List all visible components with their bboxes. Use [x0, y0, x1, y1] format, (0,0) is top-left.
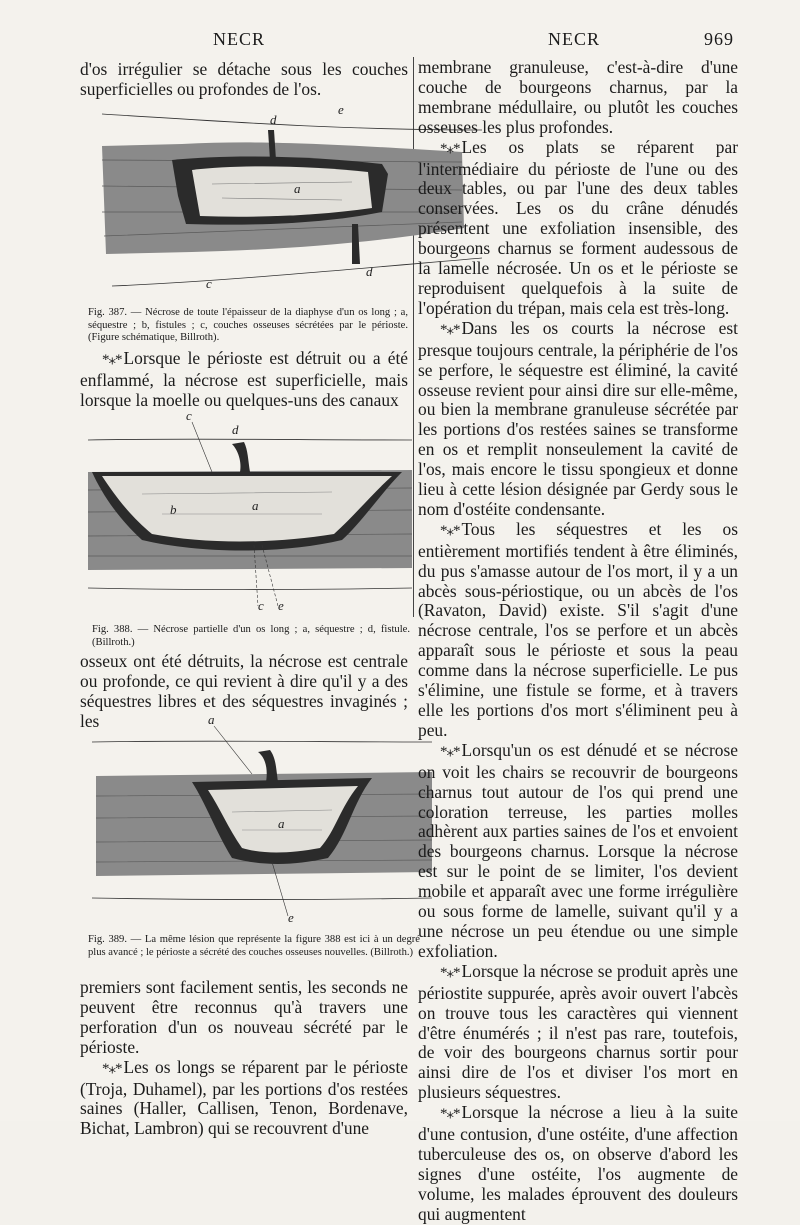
fig388-label-b: b	[170, 502, 177, 517]
fig387-label-d-top: d	[270, 112, 277, 127]
running-head-left: NECR	[213, 29, 266, 49]
left-column-block-1	[80, 349, 408, 411]
fig388-label-a: a	[252, 498, 259, 513]
asterism-mark: *⁎*	[440, 1106, 460, 1123]
right-paragraph-7: *⁎* Lorsque la nécrose a lieu à la suite d'une contusion, d'une ostéite, d'une affection tuberculeuse des os, on observe d'abord les signes d'une ostéite, l'os augmente de volume, les malades éprouvent des douleurs qui augmentent	[418, 1102, 738, 1224]
fig387-label-d-bottom: d	[366, 264, 373, 279]
fig389-label-a-top: a	[208, 712, 215, 727]
right-paragraph-3: *⁎* Dans les os courts la nécrose est presque toujours centrale, la périphérie de l'os se perfore, le séquestre est éliminé, la cavité osseuse revient pour ainsi dire sur elle-même, ou bien la membrane granuleuse sécrétée par les portions d'os restées saines se transforme en os et remplit nonseulement la cavité de l'os, mais encore le tissu spongieux et donne lieu à cette lésion désignée par Gerdy sous le nom d'ostéite condensante.	[418, 317, 738, 519]
right-column	[418, 58, 738, 1225]
figure-388-caption: Fig. 388. — Nécrose partielle d'un os long ; a, séquestre ; d, fistule. (Billroth.)	[92, 624, 410, 648]
figure-387-caption: Fig. 387. — Nécrose de toute l'épaisseur de la diaphyse d'un os long ; a, séquestre ; b, fistules ; c, couches osseuses sécrétées par le périoste. (Figure schématique, Billroth).	[88, 307, 408, 343]
left-paragraph-4: *⁎* Les os longs se réparent par le périoste (Troja, Duhamel), par les portions d'os restées saines (Haller, Callisen, Tenon, Bordenave, Bichat, Lambron) qui se recouvrent d'une	[80, 1056, 408, 1139]
right-paragraph-2: *⁎* Les os plats se réparent par l'intermédiaire du périoste de l'une ou des deux tables, ou par l'une des deux tables conservées. Les os du crâne dénudés présentent une exfoliation insensible, des bourgeons charnus se forment audessous de la lamelle nécrosée. Un os et le périoste se reproduisent quelquefois à la suite de l'opération du trépan, mais cela est très-long.	[418, 136, 738, 318]
running-head-center: NECR	[548, 29, 601, 49]
fig389-label-e: e	[288, 910, 294, 924]
left-paragraph-2: osseux ont été détruits, la nécrose est centrale ou profonde, ce qui revient à dire qu'il y a des séquestres libres et des séquestres invaginés ; les	[80, 651, 408, 731]
page-number: 969	[704, 29, 734, 49]
figure-389-caption: Fig. 389. — La même lésion que représente la figure 388 est ici à un degré plus avancé ; le périoste a sécrété des couches osseuses nouvelles. (Billroth.)	[88, 934, 420, 958]
right-paragraph-5: *⁎* Lorsqu'un os est dénudé et se nécrose on voit les chairs se recouvrir de bourgeons charnus tout autour de l'os qui prend une coloration terreuse, les parties molles adhèrent aux parties saines de l'os et envoient des bourgeons charnus. Lorsque la nécrose est sur le point de se limiter, l'os devient mobile et apparaît avec une forme irrégulière ou sous forme de lamelle, suivant qu'il y a une nécrose un peu étendue ou une simple exfoliation.	[418, 739, 738, 961]
figure-388	[82, 410, 412, 620]
asterism-mark: *⁎*	[102, 1060, 122, 1077]
asterism-mark: *⁎*	[440, 140, 460, 157]
left-column-intro	[80, 60, 408, 100]
fig388-label-e: e	[278, 598, 284, 613]
right-paragraph-6: *⁎* Lorsque la nécrose se produit après une périostite suppurée, après avoir ouvert l'abcès on trouve tous les caractères qui viennent d'être énumérés ; il n'est pas rare, toutefois, de voir des bourgeons charnus sortir pour ainsi dire de l'os et diviser l'os mort en plusieurs séquestres.	[418, 960, 738, 1103]
left-paragraph-1: *⁎* Lorsque le périoste est détruit ou a été enflammé, la nécrose est superficielle, mais lorsque la moelle ou quelques-uns des canaux	[80, 348, 408, 410]
fig387-label-c: c	[206, 276, 212, 291]
fig389-label-a: a	[278, 816, 285, 831]
right-paragraph-1: membrane granuleuse, c'est-à-dire d'une couche de bourgeons charnus, par la membrane médullaire, ou plutôt les couches osseuses les plus profondes.	[418, 57, 738, 137]
fig388-label-c-top: c	[186, 410, 192, 423]
right-paragraph-4: *⁎* Tous les séquestres et les os entièrement mortifiés tendent à être éliminés, du pus s'amasse autour de l'os mort, il y a un abcès sous-périostique, ou un abcès de l'os (Ravaton, David) existe. S'il s'agit d'une nécrose centrale, l'os se perfore et un abcès apparaît sous le périoste et sous la peau comme dans la nécrose superficielle. Le pus s'élimine, une fistule se forme, et à travers elle les portions d'os mort s'éliminent peu à peu.	[418, 518, 738, 740]
figure-389	[82, 712, 432, 924]
fig387-label-a: a	[294, 181, 301, 196]
fig388-label-c-bottom: c	[258, 598, 264, 613]
fig387-label-e: e	[338, 102, 344, 117]
asterism-mark: *⁎*	[102, 352, 122, 368]
left-paragraph-intro: d'os irrégulier se détache sous les couches superficielles ou profondes de l'os.	[80, 59, 408, 99]
left-paragraph-3: premiers sont facilement sentis, les seconds ne peuvent être reconnus qu'à travers une perforation d'un os nouveau sécrété par le périoste.	[80, 977, 408, 1057]
asterism-mark: *⁎*	[440, 743, 460, 760]
asterism-mark: *⁎*	[440, 522, 460, 539]
left-column-block-3	[80, 978, 408, 1139]
fig388-label-d: d	[232, 422, 239, 437]
asterism-mark: *⁎*	[440, 321, 460, 338]
asterism-mark: *⁎*	[440, 964, 460, 981]
